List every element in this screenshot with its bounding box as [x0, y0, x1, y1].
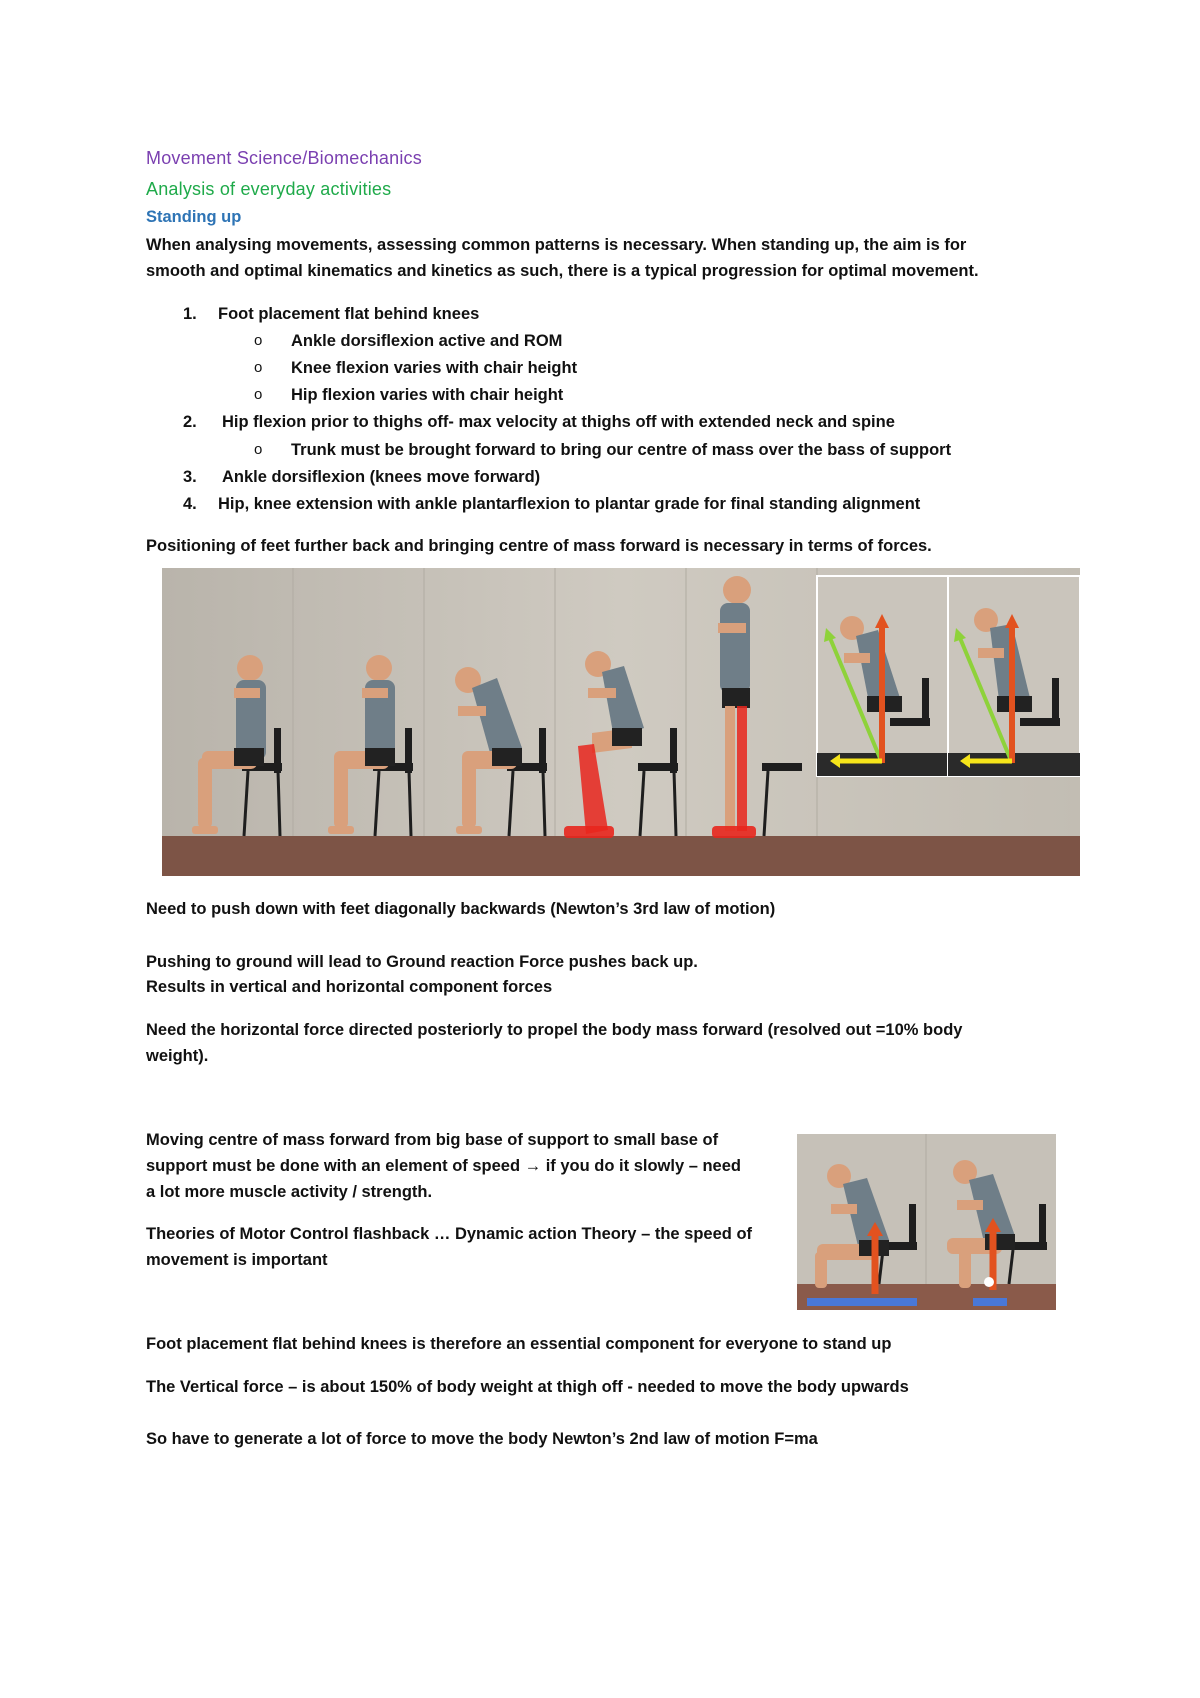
course-heading: Movement Science/Biomechanics: [146, 148, 422, 168]
ground-reaction-line: Pushing to ground will lead to Ground reaction Force pushes back up.: [146, 953, 698, 971]
large-base-of-support: [807, 1298, 917, 1306]
step-1-sub-2: Knee flexion varies with chair height: [291, 359, 578, 377]
subsection-heading: Standing up: [146, 208, 242, 226]
com-line-1: Moving centre of mass forward from big base of support to small base of: [146, 1131, 719, 1149]
step-1-sub-1: Ankle dorsiflexion active and ROM: [291, 332, 563, 350]
step-3-text: Ankle dorsiflexion (knees move forward): [222, 468, 541, 486]
horizontal-force-line-2: weight).: [146, 1047, 209, 1065]
foot-essential-paragraph: Foot placement flat behind knees is therefore an essential component for everyone to stand up: [146, 1335, 892, 1353]
step-4-number: 4.: [183, 495, 197, 513]
com-line-2: support must be done with an element of speed → if you do it slowly – need: [146, 1157, 741, 1175]
step-1-number: 1.: [183, 305, 197, 323]
push-down-paragraph: Need to push down with feet diagonally backwards (Newton’s 3rd law of motion): [146, 900, 776, 918]
floor: [162, 836, 1080, 876]
force-inset-1: [817, 576, 948, 776]
step-1-sub-3: Hip flexion varies with chair height: [291, 386, 564, 404]
section-heading: Analysis of everyday activities: [146, 179, 392, 199]
small-base-of-support: [973, 1298, 1007, 1306]
bullet-marker: o: [254, 386, 263, 403]
step-3-number: 3.: [183, 468, 197, 486]
bullet-marker: o: [254, 441, 263, 458]
sit-to-stand-sequence-figure: [162, 568, 1080, 876]
feet-position-paragraph: Positioning of feet further back and bringing centre of mass forward is necessary in terms of forces.: [146, 537, 932, 555]
centre-of-mass-dot: [984, 1277, 994, 1287]
bullet-marker: o: [254, 332, 263, 349]
horizontal-force-line-1: Need the horizontal force directed posteriorly to propel the body mass forward (resolved out =10% body: [146, 1021, 963, 1039]
step-2-number: 2.: [183, 413, 197, 431]
com-line-3: a lot more muscle activity / strength.: [146, 1183, 433, 1201]
theory-line-1: Theories of Motor Control flashback … Dynamic action Theory – the speed of: [146, 1225, 753, 1243]
step-4-text: Hip, knee extension with ankle plantarflexion to plantar grade for final standing alignment: [218, 495, 921, 513]
intro-line-1: When analysing movements, assessing common patterns is necessary. When standing up, the aim is for: [146, 236, 967, 254]
vertical-force-paragraph: The Vertical force – is about 150% of body weight at thigh off - needed to move the body upwards: [146, 1378, 909, 1396]
intro-line-2: smooth and optimal kinematics and kinetics as such, there is a typical progression for optimal movement.: [146, 262, 979, 280]
bullet-marker: o: [254, 359, 263, 376]
floor: [797, 1284, 1056, 1310]
theory-line-2: movement is important: [146, 1251, 328, 1269]
step-2-text: Hip flexion prior to thighs off- max velocity at thighs off with extended neck and spine: [222, 413, 895, 431]
step-2-sub-1: Trunk must be brought forward to bring our centre of mass over the bass of support: [291, 441, 952, 459]
step-1-text: Foot placement flat behind knees: [218, 305, 480, 323]
components-line: Results in vertical and horizontal component forces: [146, 978, 553, 996]
base-of-support-figure: [797, 1134, 1056, 1310]
force-inset-2: [948, 576, 1080, 776]
newton-second-law-paragraph: So have to generate a lot of force to move the body Newton’s 2nd law of motion F=ma: [146, 1430, 818, 1448]
